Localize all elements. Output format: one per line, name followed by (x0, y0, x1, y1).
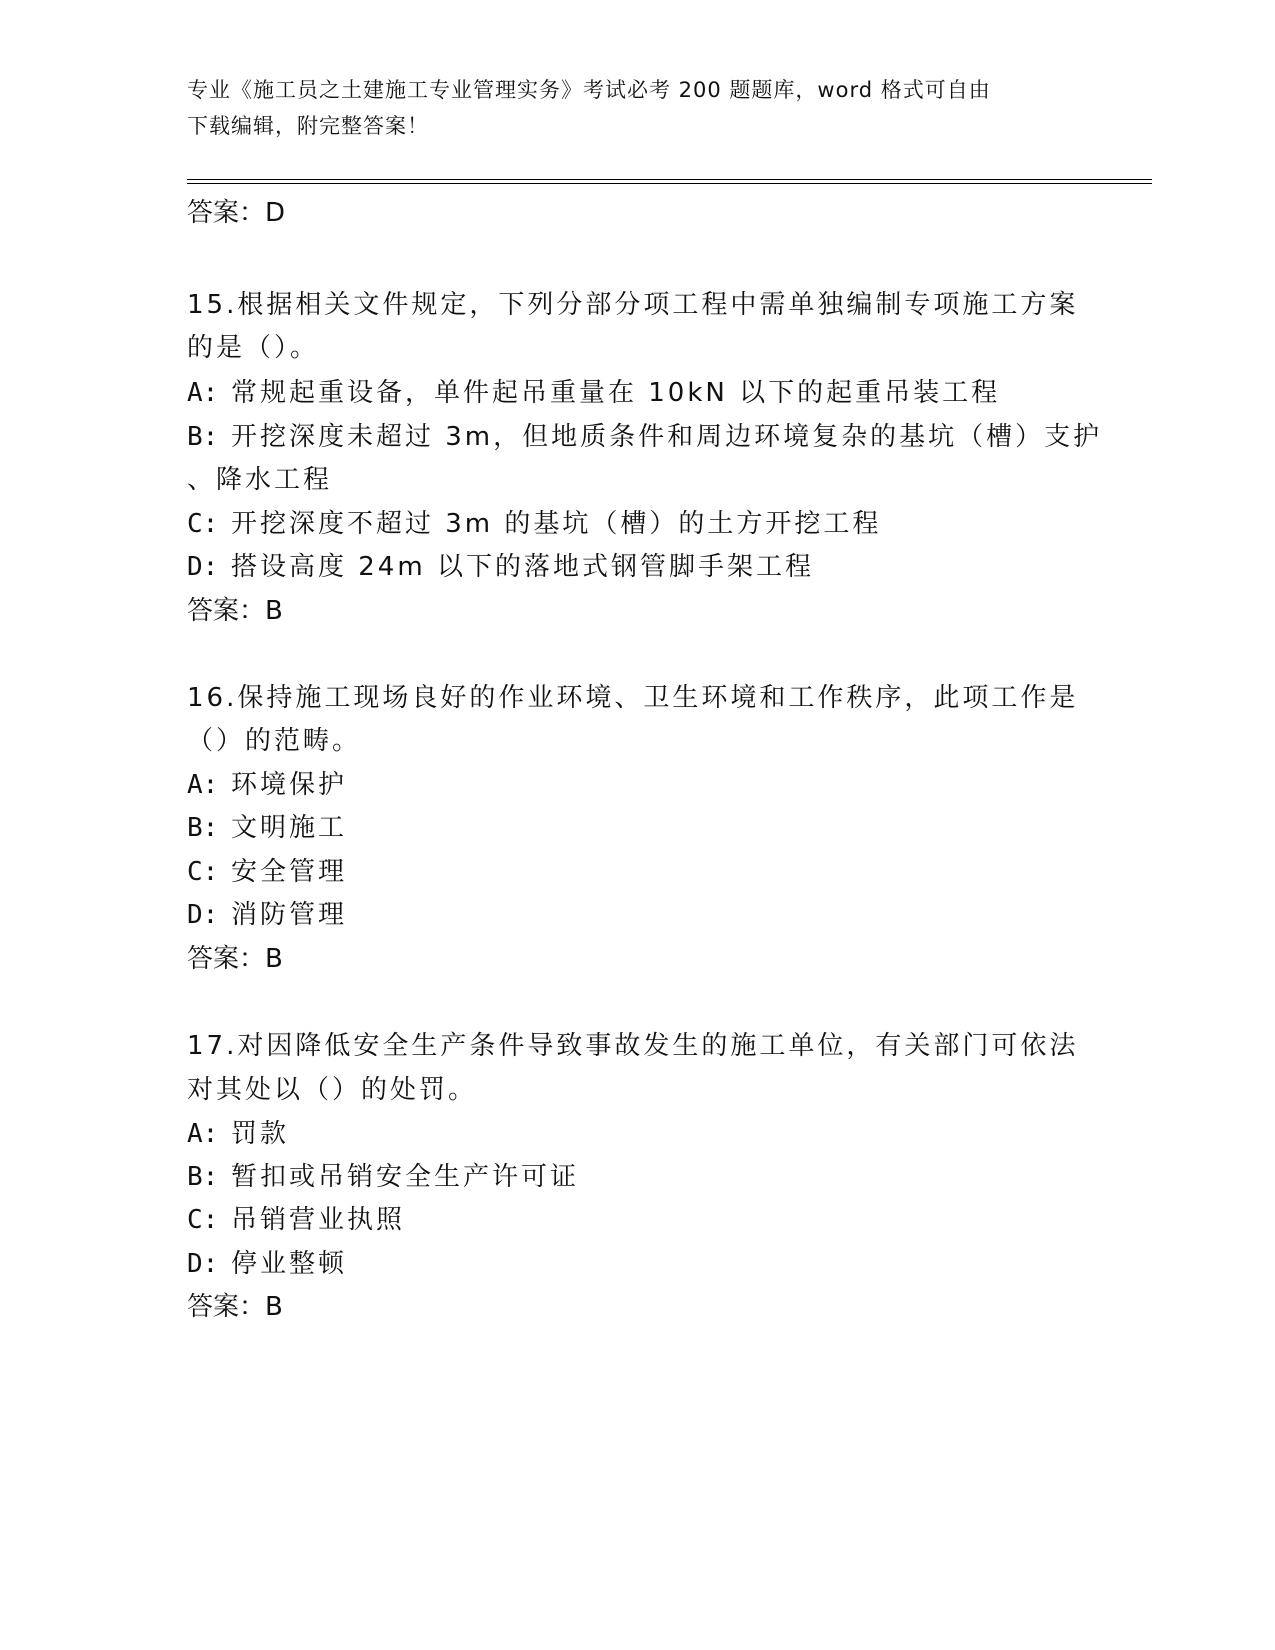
question-16-stem-line-1: 16.保持施工现场良好的作业环境、卫生环境和工作秩序，此项工作是 (187, 683, 1079, 713)
question-15-option-d (187, 546, 814, 583)
option-text: 常规起重设备，单件起吊重量在 10kN 以下的起重吊装工程 (231, 378, 1001, 408)
question-15-option-b (187, 416, 1102, 453)
question-15-stem-line-1: 15.根据相关文件规定，下列分部分项工程中需单独编制专项施工方案 (187, 290, 1079, 320)
option-label: A: (187, 1119, 219, 1149)
option-text: 开挖深度不超过 3m 的基坑（槽）的土方开挖工程 (231, 509, 882, 539)
option-text: 暂扣或吊销安全生产许可证 (231, 1162, 580, 1192)
question-15-stem-line-2: 的是（）。 (187, 333, 320, 363)
option-label: B: (187, 422, 219, 452)
header-line-1: 专业《施工员之土建施工专业管理实务》考试必考 200 题题库，word 格式可自由 (187, 78, 991, 102)
option-label: D: (187, 1249, 219, 1279)
option-text: 安全管理 (231, 857, 348, 887)
question-16-option-d (187, 894, 347, 931)
question-17-option-d (187, 1243, 347, 1280)
option-text: 罚款 (231, 1119, 290, 1149)
option-text: 搭设高度 24m 以下的落地式钢管脚手架工程 (231, 552, 814, 582)
question-17-stem-line-1: 17.对因降低安全生产条件导致事故发生的施工单位，有关部门可依法 (187, 1031, 1079, 1061)
option-label: A: (187, 378, 219, 408)
question-15-option-b-continued: 、降水工程 (187, 465, 333, 495)
question-15-option-c (187, 503, 881, 540)
document-header (187, 72, 1087, 144)
question-17-option-b (187, 1156, 579, 1193)
option-label: C: (187, 509, 219, 539)
header-line-2: 下载编辑，附完整答案！ (187, 114, 429, 138)
option-label: A: (187, 770, 219, 800)
option-text: 开挖深度未超过 3m，但地质条件和周边环境复杂的基坑（槽）支护 (231, 422, 1103, 452)
question-17-stem-line-2: 对其处以（）的处罚。 (187, 1075, 478, 1105)
option-label: D: (187, 900, 219, 930)
header-rule-top (187, 179, 1152, 180)
option-label: C: (187, 1205, 219, 1235)
option-label: D: (187, 552, 219, 582)
option-text: 环境保护 (231, 770, 348, 800)
question-16-option-b (187, 807, 347, 844)
question-15-option-a (187, 372, 1000, 409)
option-text: 吊销营业执照 (231, 1205, 406, 1235)
question-16-stem-line-2: （）的范畴。 (187, 726, 362, 756)
option-text: 消防管理 (231, 900, 348, 930)
question-16-option-a (187, 764, 347, 801)
header-rule-bottom (187, 183, 1152, 184)
option-text: 停业整顿 (231, 1249, 348, 1279)
option-label: C: (187, 857, 219, 887)
question-17-option-c (187, 1199, 405, 1236)
option-text: 文明施工 (231, 813, 348, 843)
previous-answer: 答案：D (187, 198, 286, 228)
option-label: B: (187, 1162, 219, 1192)
question-15-answer: 答案：B (187, 596, 283, 626)
question-17-answer: 答案：B (187, 1292, 283, 1322)
question-16-answer: 答案：B (187, 944, 283, 974)
option-label: B: (187, 813, 219, 843)
question-16-option-c (187, 851, 347, 888)
question-17-option-a (187, 1113, 289, 1150)
